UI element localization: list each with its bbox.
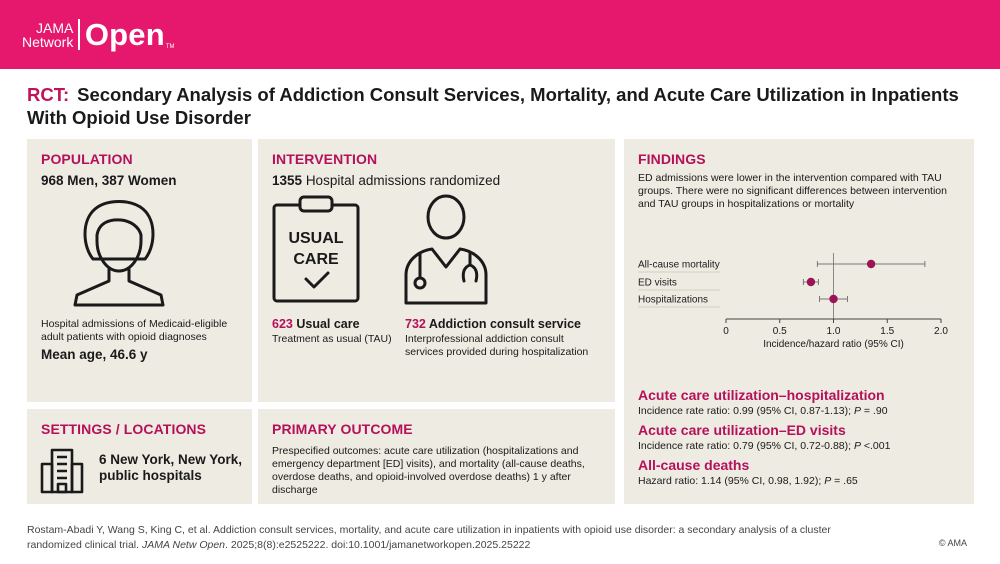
stat-hospitalization-text bbox=[638, 405, 888, 417]
population-heading: POPULATION bbox=[41, 151, 133, 167]
primary-outcome-panel bbox=[258, 409, 615, 504]
stat-ed-p-value: <.001 bbox=[860, 440, 891, 452]
x-tick-label: 0 bbox=[723, 326, 729, 337]
population-description: Hospital admissions of Medicaid-eligible adult patients with opioid diagnoses bbox=[41, 318, 228, 343]
stat-hospitalization-ratio: Incidence rate ratio: 0.99 (95% CI, 0.87-1.13); bbox=[638, 405, 854, 417]
building-icon bbox=[39, 447, 85, 495]
person-icon bbox=[69, 197, 169, 309]
consult-service-label bbox=[405, 317, 581, 331]
logo-network: Network bbox=[22, 34, 74, 50]
logo-small-text bbox=[22, 21, 73, 49]
stat-ed-ratio: Incidence rate ratio: 0.79 (95% CI, 0.72-0.88); bbox=[638, 440, 854, 452]
point-estimate bbox=[829, 295, 837, 303]
admissions-number: 1355 bbox=[272, 173, 303, 188]
x-tick-label: 2.0 bbox=[934, 326, 948, 337]
x-tick-label: 1.5 bbox=[880, 326, 895, 337]
stat-ed-text bbox=[638, 440, 890, 452]
usual-care-label bbox=[272, 317, 360, 331]
usual-care-text: Usual care bbox=[296, 317, 360, 331]
clipboard-line2: CARE bbox=[293, 251, 339, 268]
findings-heading: FINDINGS bbox=[638, 151, 706, 167]
settings-text bbox=[99, 452, 242, 484]
x-tick-label: 1.0 bbox=[826, 326, 841, 337]
logo-jama: JAMA bbox=[36, 20, 74, 36]
forest-plot bbox=[624, 249, 974, 349]
checkmark-icon bbox=[306, 273, 328, 287]
consult-service-description: Interprofessional addiction consult services provided during hospitalization bbox=[405, 333, 589, 358]
x-tick-label: 0.5 bbox=[772, 326, 787, 337]
point-estimate bbox=[807, 278, 815, 286]
stat-ed-p-label: P bbox=[853, 440, 861, 452]
usual-care-description: Treatment as usual (TAU) bbox=[272, 333, 392, 345]
outcome-heading: PRIMARY OUTCOME bbox=[272, 421, 413, 437]
settings-line2: public hospitals bbox=[99, 468, 202, 483]
copyright: © AMA bbox=[938, 538, 967, 548]
findings-panel bbox=[624, 139, 974, 504]
stat-ed-heading: Acute care utilization–ED visits bbox=[638, 422, 846, 438]
stat-deaths-p-value: = .65 bbox=[831, 475, 858, 487]
stat-deaths-text bbox=[638, 475, 858, 487]
consult-number: 732 bbox=[405, 317, 426, 331]
logo-trademark: TM bbox=[165, 44, 175, 50]
title-text: Secondary Analysis of Addiction Consult Services, Mortality, and Acute Care Utilization in Inpatients With Opioid Use Disorder bbox=[27, 84, 959, 128]
stat-hospitalization-p-value: = .90 bbox=[860, 405, 888, 417]
stat-deaths-ratio: Hazard ratio: 1.14 (95% CI, 0.98, 1.92); bbox=[638, 475, 825, 487]
x-axis-label: Incidence/hazard ratio (95% CI) bbox=[763, 339, 904, 349]
row-label: ED visits bbox=[638, 277, 677, 289]
citation bbox=[27, 523, 887, 553]
title-tag: RCT: bbox=[27, 84, 70, 105]
row-label: Hospitalizations bbox=[638, 294, 709, 306]
doctor-icon bbox=[400, 193, 492, 305]
population-mean-age: Mean age, 46.6 y bbox=[41, 347, 148, 362]
outcome-text: Prespecified outcomes: acute care utilization (hospitalizations and emergency department [ED] visits), and mortality (all-cause deaths, overdose deaths, and opioid-involved overdose deaths) 1 y after discharge bbox=[272, 445, 585, 496]
intervention-panel bbox=[258, 139, 615, 402]
clipboard-line1: USUAL bbox=[288, 230, 344, 247]
intervention-admissions bbox=[272, 173, 500, 188]
stat-hospitalization-p-label: P bbox=[853, 405, 861, 417]
consult-text: Addiction consult service bbox=[428, 317, 581, 331]
population-counts: 968 Men, 387 Women bbox=[41, 173, 177, 188]
population-panel bbox=[27, 139, 252, 402]
citation-journal: JAMA Netw Open bbox=[141, 539, 226, 551]
intervention-heading: INTERVENTION bbox=[272, 151, 378, 167]
row-label: All-cause mortality bbox=[638, 259, 720, 271]
settings-heading: SETTINGS / LOCATIONS bbox=[41, 421, 207, 437]
citation-details: . 2025;8(8):e2525222. doi:10.1001/jamanetworkopen.2025.25222 bbox=[225, 539, 531, 551]
clipboard-icon bbox=[270, 195, 362, 305]
findings-summary: ED admissions were lower in the intervention compared with TAU groups. There were no significant differences between intervention and TAU groups in hospitalizations or mortality bbox=[638, 172, 947, 210]
stat-hospitalization-heading: Acute care utilization–hospitalization bbox=[638, 387, 885, 403]
point-estimate bbox=[867, 260, 875, 268]
page-title bbox=[27, 83, 977, 129]
logo-open: Open bbox=[84, 17, 165, 52]
header-banner bbox=[0, 0, 1000, 69]
admissions-text: Hospital admissions randomized bbox=[305, 173, 501, 188]
logo-divider bbox=[78, 19, 80, 50]
stat-deaths-heading: All-cause deaths bbox=[638, 457, 750, 473]
stat-deaths-p-label: P bbox=[824, 475, 832, 487]
settings-panel bbox=[27, 409, 252, 504]
settings-line1: 6 New York, New York, bbox=[99, 452, 243, 467]
jama-network-open-logo[interactable] bbox=[22, 18, 175, 51]
usual-care-number: 623 bbox=[272, 317, 293, 331]
citation-authors: Rostam-Abadi Y, Wang S, King C, et al. Addiction consult services, mortality, and acute care utilization in inpatients with opioid use disorder: a secondary analysis of a cluster randomized clinical trial. bbox=[27, 524, 831, 551]
